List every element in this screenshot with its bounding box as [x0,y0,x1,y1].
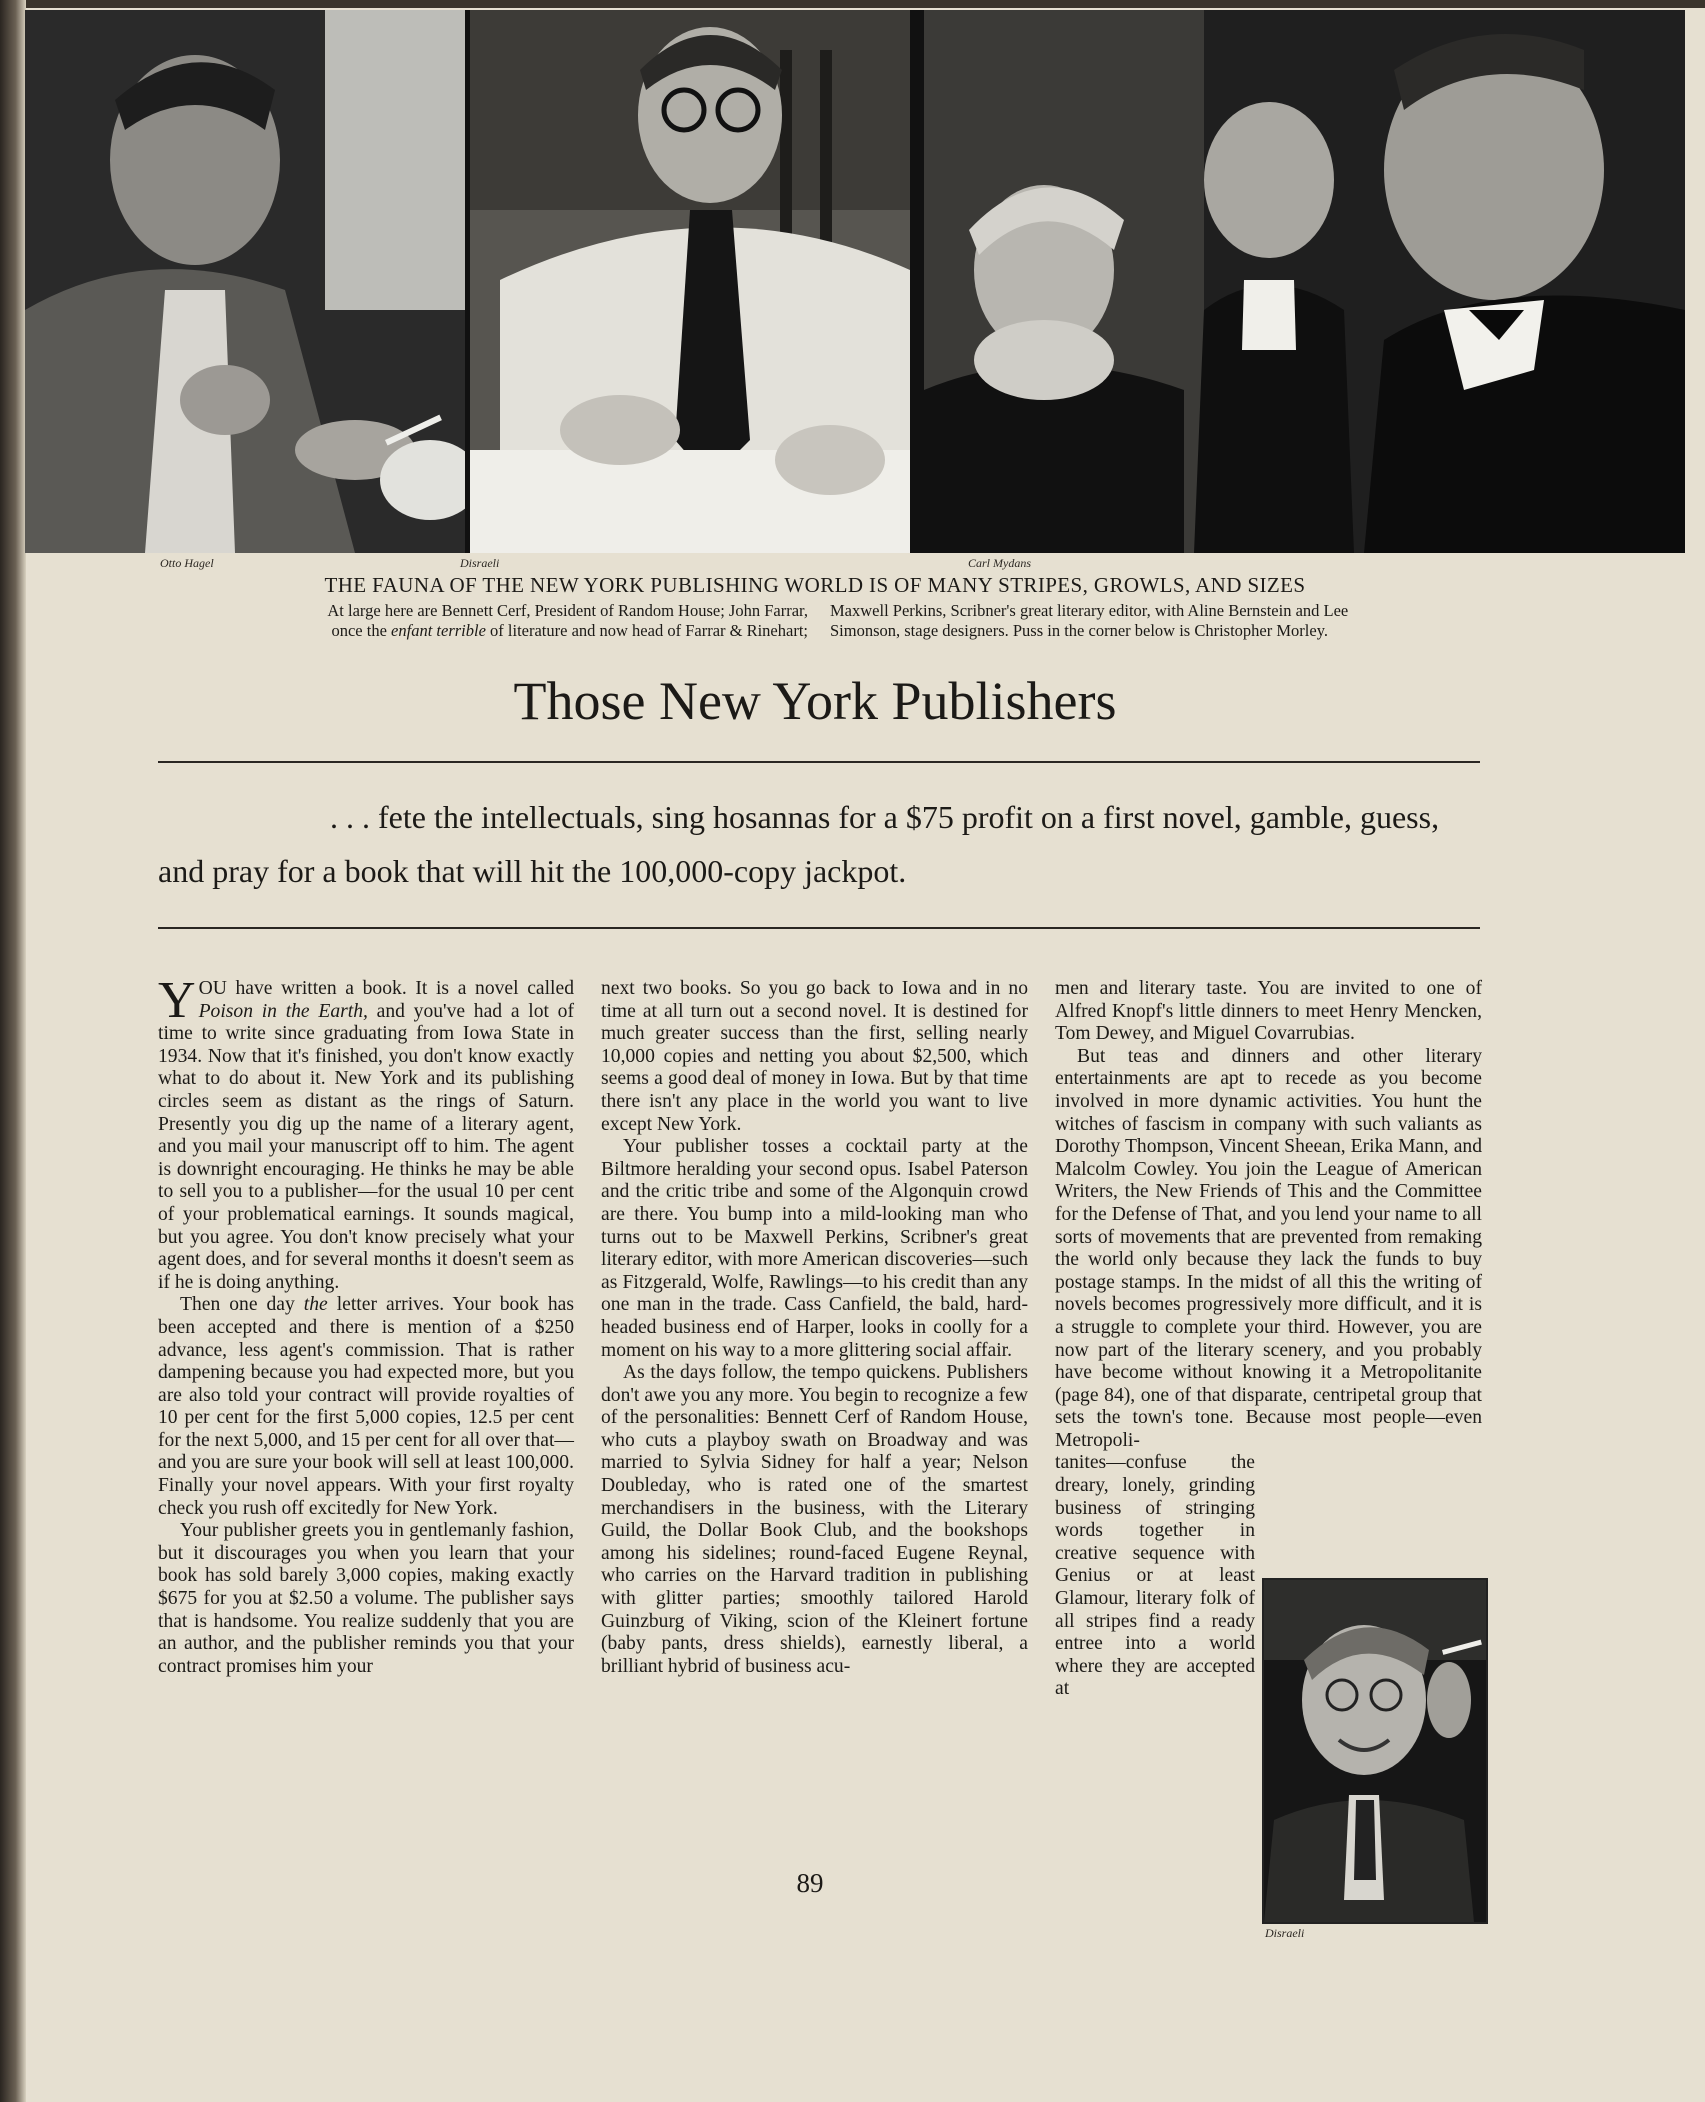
body-text: OU have written a book. It is a novel called [198,978,574,999]
body-column-2 [601,978,1028,1678]
body-text: and you've had a lot of time to write since graduating from Iowa State in 1934. Now that it's finished, you don't know exactly what to do about it. New York and its publishing circles seem as distant as the rings of Saturn. Presently you dig up the name of a literary agent, and you mail your manuscript off to him. The agent is downright encouraging. He thinks he may be able to sell you to a publisher—for the usual 10 per cent of your problematical earnings. It sounds magical, but you agree. You don't know precisely what your agent does, and for several months it doesn't seem as if he is doing anything. [158,1000,574,1293]
article-deck: . . . fete the intellectuals, sing hosannas for a $75 profit on a first novel, gamble, guess, and pray for a book that will hit the 100,000-copy jackpot. [158,799,1440,889]
body-text: letter arrives. Your book has been accepted and there is mention of a $250 advance, less agent's commission. That is rather dampening because you had expected more, but you are also told your contract will provide royalties of 10 per cent for the first 5,000 copies, 12.5 per cent for the next 5,000, and 15 per cent for all over that—and you are sure your book will sell at least 100,000. Finally your novel appears. With your first royalty check you rush off excitedly for New York. [158,1294,574,1519]
drop-cap: Y [158,972,196,1029]
page-top-edge [0,0,1705,8]
photo-bennett-cerf-image [25,10,465,553]
photo-john-farrar-image [470,10,910,553]
page-binding-edge [0,0,26,2102]
article-title: Those New York Publishers [513,671,1117,731]
title-rule-bottom [158,927,1480,929]
photo-bennett-cerf [25,10,465,553]
book-title: Poison in the Earth, [198,1000,368,1022]
body-text: Then one day [180,1294,304,1316]
inset-photo-credit: Disraeli [1265,1926,1305,1940]
photo-perkins-group-image [924,10,1685,553]
caption-right-line1: Maxwell Perkins, Scribner's great literary editor, with Aline Bernstein and Lee [830,601,1349,620]
caption-headline: THE FAUNA OF THE NEW YORK PUBLISHING WORLD IS OF MANY STRIPES, GROWLS, AND SIZES [324,573,1306,597]
body-paragraph: Your publisher greets you in gentlemanly fashion, but it discourages you when you learn that your book has sold barely 3,000 copies, making exactly $675 for you at $2.50 a volume. The publisher says that is handsome. You realize suddenly that you are an author, and the publisher reminds you that your contract promises him your [158,1520,574,1677]
photo-strip [25,10,1685,553]
body-paragraph: men and literary taste. You are invited to one of Alfred Knopf's little dinners to meet Henry Mencken, Tom Dewey, and Miguel Covarrubias. [1055,978,1482,1045]
body-column-1 [158,972,574,1678]
photo-christopher-morley [1262,1578,1488,1924]
photo-credit-carl-mydans: Carl Mydans [968,556,1031,570]
caption-right [830,601,1550,641]
body-paragraph [158,1294,574,1520]
body-paragraph [158,972,574,1294]
photo-perkins-bernstein-simonson [924,10,1685,553]
photo-christopher-morley-image [1264,1580,1486,1922]
body-paragraph: But teas and dinners and other literary entertainments are apt to recede as you become involved in more dynamic activities. You hunt the witches of fascism in company with such valiants as Dorothy Thompson, Vincent Sheean, Erika Mann, and Malcolm Cowley. You join the League of American Writers, the New Friends of This and the Committee for the Defense of That, and you lend your name to all sorts of movements that are prevented from remaking the world only because they lack the funds to buy postage stamps. In the midst of all this the writing of novels becomes progressively more difficult, and it is a struggle to complete your third. However, you are now part of the literary scenery, and you probably have become without knowing it a Metropolitanite (page 84), one of that disparate, centripetal group that sets the town's tone. Because most people—even Metropoli- [1055,1045,1482,1451]
caption-left-line2-after: of literature and now head of Farrar & Rinehart; [485,621,808,640]
caption-left [120,601,808,641]
title-rule-top [158,761,1480,763]
caption-right-line2: Simonson, stage designers. Puss in the corner below is Christopher Morley. [830,621,1328,640]
photo-credit-disraeli: Disraeli [460,556,500,570]
caption-left-line2-before: once the [331,621,392,640]
body-paragraph: next two books. So you go back to Iowa and in no time at all turn out a second novel. It is destined for much greater success than the first, selling nearly 10,000 copies and netting you about $2,500, which seems a good deal of money in Iowa. But by that time there isn't any place in the world you want to live except New York. [601,978,1028,1135]
body-paragraph-wrapped: tanites—confuse the dreary, lonely, grinding business of stringing words together in creative sequence with Genius or at least Glamour, literary folk of all stripes find a ready entree into a world where they are accepted at [1055,1452,1255,1700]
emphasis: the [303,1294,328,1316]
body-paragraph: As the days follow, the tempo quickens. Publishers don't awe you any more. You begin to recognize a few of the personalities: Bennett Cerf of Random House, who cuts a playboy swath on Broadway and was married to Sylvia Sidney for half a year; Nelson Doubleday, who is rated one of the smartest merchandisers in the business, with the Literary Guild, the Dollar Book Club, and the bookshops among his sidelines; round-faced Eugene Reynal, who carries on the Harvard tradition in publishing with glitter parties; smoothly tailored Harold Guinzburg of Viking, scion of the Kleinert fortune (baby pants, dress shields), earnestly liberal, a brilliant hybrid of business acu- [601,1362,1028,1677]
page-number: 89 [796,1868,824,1898]
caption-left-line1: At large here are Bennett Cerf, President of Random House; John Farrar, [327,601,808,620]
photo-credit-otto-hagel: Otto Hagel [160,556,214,570]
caption-left-italic: enfant terrible [391,621,486,640]
body-paragraph: Your publisher tosses a cocktail party at the Biltmore heralding your second opus. Isabel Paterson and the critic tribe and some of the Algonquin crowd are there. You bump into a mild-looking man who turns out to be Maxwell Perkins, Scribner's great literary editor, with more American discoveries—such as Fitzgerald, Wolfe, Rawlings—to his credit than any one man in the trade. Cass Canfield, the bald, hard-headed business end of Harper, looks in coolly for a moment on his way to a more glittering social affair. [601,1136,1028,1361]
photo-john-farrar [470,10,910,553]
